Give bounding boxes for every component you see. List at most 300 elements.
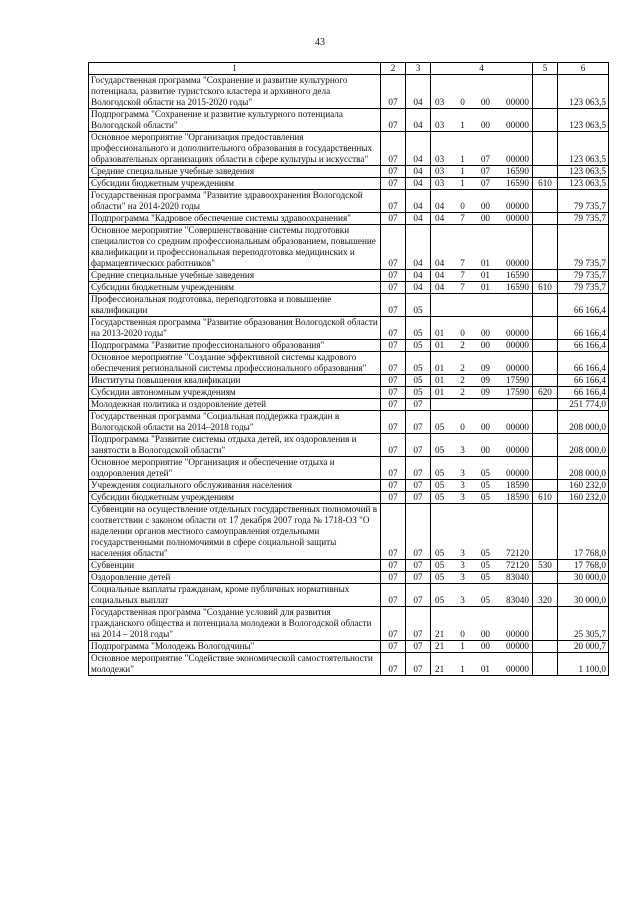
target-code-part: 05 <box>480 595 490 605</box>
target-code-part: 00000 <box>506 422 529 432</box>
row-subsection-code: 07 <box>406 504 431 560</box>
row-amount: 30 000,0 <box>558 584 609 607</box>
row-target-code <box>431 190 533 213</box>
row-section-code: 07 <box>381 109 406 132</box>
target-code-parts <box>431 166 532 177</box>
header-col-3: 3 <box>406 63 431 75</box>
target-code-part: 0 <box>460 201 465 211</box>
row-expense-type <box>533 225 558 270</box>
row-section-code: 07 <box>381 399 406 411</box>
row-target-code <box>431 340 533 352</box>
target-code-part: 00 <box>480 97 490 107</box>
row-target-code <box>431 572 533 584</box>
row-section-code: 07 <box>381 294 406 317</box>
row-section-code: 07 <box>381 190 406 213</box>
row-subsection-code: 07 <box>406 457 431 480</box>
row-target-code <box>431 480 533 492</box>
row-target-code <box>431 504 533 560</box>
row-section-code: 07 <box>381 75 406 109</box>
row-target-code <box>431 375 533 387</box>
target-code-part: 05 <box>435 560 445 570</box>
row-target-code <box>431 178 533 190</box>
target-code-part: 1 <box>460 120 465 130</box>
target-code-part: 05 <box>480 572 490 582</box>
row-section-code: 07 <box>381 132 406 166</box>
row-section-code: 07 <box>381 607 406 641</box>
table-row <box>89 572 609 584</box>
row-subsection-code: 04 <box>406 75 431 109</box>
table-row <box>89 294 609 317</box>
target-code-part: 7 <box>460 282 465 292</box>
row-subsection-code: 04 <box>406 166 431 178</box>
target-code-parts <box>431 363 532 374</box>
row-name: Учреждения социального обслуживания населения <box>89 480 381 492</box>
row-name: Подпрограмма "Молодежь Вологодчины" <box>89 641 381 653</box>
row-section-code: 07 <box>381 317 406 340</box>
row-expense-type <box>533 607 558 641</box>
target-code-part: 05 <box>435 468 445 478</box>
header-col-6: 6 <box>558 63 609 75</box>
row-expense-type: 610 <box>533 282 558 294</box>
target-code-part: 01 <box>435 328 445 338</box>
row-subsection-code: 07 <box>406 560 431 572</box>
table-row <box>89 584 609 607</box>
table-row <box>89 504 609 560</box>
row-expense-type <box>533 375 558 387</box>
target-code-part: 83040 <box>506 595 529 605</box>
target-code-part: 07 <box>480 154 490 164</box>
table-row <box>89 213 609 225</box>
row-subsection-code: 04 <box>406 270 431 282</box>
target-code-part: 09 <box>480 363 490 373</box>
row-amount: 123 063,5 <box>558 178 609 190</box>
row-name: Подпрограмма "Развитие системы отдыха детей, их оздоровления и занятости в Вологодской области" <box>89 434 381 457</box>
row-expense-type <box>533 480 558 492</box>
target-code-part: 3 <box>460 572 465 582</box>
table-row <box>89 434 609 457</box>
row-subsection-code: 07 <box>406 434 431 457</box>
target-code-part: 00000 <box>506 340 529 350</box>
row-expense-type <box>533 294 558 317</box>
target-code-parts <box>431 445 532 456</box>
target-code-parts <box>431 422 532 433</box>
page-number: 43 <box>315 37 325 48</box>
row-expense-type <box>533 641 558 653</box>
row-name: Субсидии бюджетным учреждениям <box>89 492 381 504</box>
target-code-part: 00000 <box>506 201 529 211</box>
target-code-part: 04 <box>435 270 445 280</box>
row-target-code <box>431 294 533 317</box>
target-code-part: 00000 <box>506 120 529 130</box>
row-target-code <box>431 270 533 282</box>
target-code-part: 01 <box>480 258 490 268</box>
row-section-code: 07 <box>381 572 406 584</box>
target-code-parts <box>431 120 532 131</box>
target-code-part: 04 <box>435 282 445 292</box>
row-subsection-code: 07 <box>406 641 431 653</box>
target-code-part: 03 <box>435 97 445 107</box>
target-code-parts <box>431 641 532 652</box>
row-expense-type: 610 <box>533 492 558 504</box>
row-amount: 160 232,0 <box>558 492 609 504</box>
target-code-part: 05 <box>480 560 490 570</box>
target-code-part: 01 <box>480 282 490 292</box>
row-amount: 17 768,0 <box>558 504 609 560</box>
target-code-part: 05 <box>480 548 490 558</box>
row-expense-type <box>533 457 558 480</box>
row-expense-type <box>533 132 558 166</box>
row-section-code: 07 <box>381 560 406 572</box>
row-name: Подпрограмма "Кадровое обеспечение системы здравоохранения" <box>89 213 381 225</box>
row-name: Средние специальные учебные заведения <box>89 166 381 178</box>
target-code-parts <box>431 340 532 351</box>
table-row <box>89 399 609 411</box>
target-code-part: 2 <box>460 363 465 373</box>
target-code-part: 01 <box>435 375 445 385</box>
row-name: Основное мероприятие "Создание эффективной системы кадрового обеспечения региональной системы профессионального образования" <box>89 352 381 375</box>
target-code-part: 7 <box>460 270 465 280</box>
target-code-parts <box>431 213 532 224</box>
target-code-part: 72120 <box>506 560 529 570</box>
target-code-part: 05 <box>435 492 445 502</box>
table-row <box>89 352 609 375</box>
row-target-code <box>431 213 533 225</box>
target-code-part: 3 <box>460 595 465 605</box>
target-code-part: 17590 <box>506 387 529 397</box>
row-target-code <box>431 399 533 411</box>
row-expense-type <box>533 75 558 109</box>
target-code-part: 03 <box>435 120 445 130</box>
target-code-part: 04 <box>435 201 445 211</box>
row-amount: 123 063,5 <box>558 132 609 166</box>
target-code-part: 16590 <box>506 270 529 280</box>
target-code-part: 1 <box>460 641 465 651</box>
row-expense-type <box>533 434 558 457</box>
row-section-code: 07 <box>381 213 406 225</box>
row-name: Основное мероприятие "Совершенствование системы подготовки специалистов со средним профессиональным образованием, повышение квалификации и профессиональная переподготовка медицинских и фармацевтических работников" <box>89 225 381 270</box>
row-section-code: 07 <box>381 504 406 560</box>
row-target-code <box>431 641 533 653</box>
table-row <box>89 411 609 434</box>
target-code-part: 04 <box>435 258 445 268</box>
row-section-code: 07 <box>381 352 406 375</box>
row-subsection-code: 07 <box>406 399 431 411</box>
row-section-code: 07 <box>381 434 406 457</box>
target-code-parts <box>431 375 532 386</box>
target-code-part: 3 <box>460 492 465 502</box>
target-code-part: 0 <box>460 629 465 639</box>
target-code-part: 03 <box>435 154 445 164</box>
row-target-code <box>431 584 533 607</box>
target-code-part: 00 <box>480 201 490 211</box>
row-section-code: 07 <box>381 270 406 282</box>
row-target-code <box>431 282 533 294</box>
target-code-part: 00000 <box>506 664 529 674</box>
row-name: Субвенции <box>89 560 381 572</box>
row-target-code <box>431 317 533 340</box>
row-amount: 123 063,5 <box>558 166 609 178</box>
target-code-part: 21 <box>435 641 445 651</box>
row-subsection-code: 04 <box>406 178 431 190</box>
target-code-part: 0 <box>460 422 465 432</box>
header-col-5: 5 <box>533 63 558 75</box>
row-section-code: 07 <box>381 387 406 399</box>
row-section-code: 07 <box>381 178 406 190</box>
row-amount: 25 305,7 <box>558 607 609 641</box>
row-amount: 79 735,7 <box>558 282 609 294</box>
row-section-code: 07 <box>381 584 406 607</box>
target-code-part: 0 <box>460 328 465 338</box>
row-name: Основное мероприятие "Содействие экономической самостоятельности молодежи" <box>89 653 381 676</box>
target-code-part: 3 <box>460 468 465 478</box>
row-name: Субсидии бюджетным учреждениям <box>89 282 381 294</box>
header-col-2: 2 <box>381 63 406 75</box>
row-subsection-code: 05 <box>406 294 431 317</box>
target-code-part: 03 <box>435 166 445 176</box>
target-code-parts <box>431 178 532 189</box>
target-code-part: 05 <box>435 445 445 455</box>
target-code-part: 2 <box>460 340 465 350</box>
row-section-code: 07 <box>381 166 406 178</box>
target-code-parts <box>431 468 532 479</box>
row-target-code <box>431 653 533 676</box>
target-code-part: 09 <box>480 375 490 385</box>
header-col-4: 4 <box>431 63 533 75</box>
target-code-part: 01 <box>480 664 490 674</box>
row-subsection-code: 07 <box>406 653 431 676</box>
row-name: Оздоровление детей <box>89 572 381 584</box>
target-code-part: 00000 <box>506 641 529 651</box>
target-code-part: 1 <box>460 166 465 176</box>
row-name: Молодежная политика и оздоровление детей <box>89 399 381 411</box>
row-amount: 30 000,0 <box>558 572 609 584</box>
table-header-row <box>89 63 609 75</box>
target-code-parts <box>431 328 532 339</box>
row-subsection-code: 05 <box>406 340 431 352</box>
row-name: Основное мероприятие "Организация предоставления профессионального и дополнительного образования в государственных образовательных организациях области в сфере культуры и искусства" <box>89 132 381 166</box>
target-code-part: 01 <box>435 363 445 373</box>
row-expense-type <box>533 317 558 340</box>
row-amount: 208 000,0 <box>558 411 609 434</box>
target-code-part: 05 <box>435 548 445 558</box>
row-expense-type: 320 <box>533 584 558 607</box>
target-code-part: 21 <box>435 629 445 639</box>
row-expense-type <box>533 213 558 225</box>
row-name: Основное мероприятие "Организация и обеспечение отдыха и оздоровления детей" <box>89 457 381 480</box>
row-subsection-code: 04 <box>406 132 431 166</box>
target-code-part: 05 <box>435 422 445 432</box>
row-name: Субвенции на осуществление отдельных государственных полномочий в соответствии с законом области от 17 декабря 2007 года № 1718-ОЗ "О наделении органов местного самоуправления отдельными государственными полномочиями в сфере социальной защиты населения области" <box>89 504 381 560</box>
table-row <box>89 641 609 653</box>
row-amount: 123 063,5 <box>558 109 609 132</box>
row-amount: 208 000,0 <box>558 457 609 480</box>
row-name: Государственная программа "Развитие образования Вологодской области на 2013-2020 годы" <box>89 317 381 340</box>
header-col-1: 1 <box>89 63 381 75</box>
target-code-part: 2 <box>460 375 465 385</box>
row-subsection-code: 05 <box>406 375 431 387</box>
row-amount: 66 166,4 <box>558 375 609 387</box>
target-code-part: 00000 <box>506 97 529 107</box>
table-row <box>89 166 609 178</box>
row-amount: 20 000,7 <box>558 641 609 653</box>
row-subsection-code: 05 <box>406 317 431 340</box>
target-code-part: 05 <box>435 595 445 605</box>
row-section-code: 07 <box>381 375 406 387</box>
target-code-part: 16590 <box>506 282 529 292</box>
table-row <box>89 270 609 282</box>
row-section-code: 07 <box>381 480 406 492</box>
row-amount: 208 000,0 <box>558 434 609 457</box>
target-code-part: 05 <box>480 480 490 490</box>
budget-table <box>88 62 609 676</box>
target-code-part: 1 <box>460 664 465 674</box>
target-code-part: 00000 <box>506 328 529 338</box>
row-expense-type <box>533 166 558 178</box>
table-row <box>89 317 609 340</box>
table-row <box>89 387 609 399</box>
row-subsection-code: 07 <box>406 584 431 607</box>
row-target-code <box>431 560 533 572</box>
row-subsection-code: 05 <box>406 387 431 399</box>
target-code-parts <box>431 258 532 269</box>
target-code-part: 05 <box>435 480 445 490</box>
row-target-code <box>431 75 533 109</box>
row-target-code <box>431 607 533 641</box>
target-code-part: 07 <box>480 178 490 188</box>
target-code-parts <box>431 201 532 212</box>
row-target-code <box>431 132 533 166</box>
target-code-parts <box>431 492 532 503</box>
row-name: Средние специальные учебные заведения <box>89 270 381 282</box>
row-name: Институты повышения квалификации <box>89 375 381 387</box>
target-code-part: 3 <box>460 445 465 455</box>
row-amount: 79 735,7 <box>558 225 609 270</box>
target-code-part: 00000 <box>506 468 529 478</box>
target-code-part: 03 <box>435 178 445 188</box>
target-code-part: 09 <box>480 387 490 397</box>
target-code-part: 00000 <box>506 363 529 373</box>
target-code-part: 7 <box>460 258 465 268</box>
target-code-part: 00000 <box>506 258 529 268</box>
row-expense-type <box>533 190 558 213</box>
row-name: Субсидии автономным учреждениям <box>89 387 381 399</box>
row-expense-type: 620 <box>533 387 558 399</box>
target-code-part: 2 <box>460 387 465 397</box>
row-name: Субсидии бюджетным учреждениям <box>89 178 381 190</box>
row-expense-type: 530 <box>533 560 558 572</box>
target-code-part: 18590 <box>506 480 529 490</box>
row-section-code: 07 <box>381 457 406 480</box>
target-code-part: 83040 <box>506 572 529 582</box>
target-code-part: 07 <box>480 166 490 176</box>
target-code-part: 21 <box>435 664 445 674</box>
row-expense-type <box>533 340 558 352</box>
target-code-parts <box>431 97 532 108</box>
row-expense-type: 610 <box>533 178 558 190</box>
table-row <box>89 340 609 352</box>
row-expense-type <box>533 504 558 560</box>
table-row <box>89 178 609 190</box>
table-row <box>89 132 609 166</box>
row-name: Государственная программа "Развитие здравоохранения Вологодской области" на 2014-2020 годы <box>89 190 381 213</box>
table-row <box>89 480 609 492</box>
row-amount: 17 768,0 <box>558 560 609 572</box>
row-amount: 123 063,5 <box>558 75 609 109</box>
target-code-part: 00 <box>480 328 490 338</box>
target-code-part: 00000 <box>506 213 529 223</box>
row-name: Подпрограмма "Развитие профессионального образования" <box>89 340 381 352</box>
row-amount: 66 166,4 <box>558 317 609 340</box>
row-expense-type <box>533 352 558 375</box>
row-subsection-code: 05 <box>406 352 431 375</box>
row-amount: 79 735,7 <box>558 190 609 213</box>
target-code-part: 16590 <box>506 166 529 176</box>
target-code-part: 01 <box>435 387 445 397</box>
row-amount: 79 735,7 <box>558 213 609 225</box>
target-code-parts <box>431 595 532 606</box>
target-code-part: 16590 <box>506 178 529 188</box>
target-code-part: 3 <box>460 548 465 558</box>
target-code-parts <box>431 154 532 165</box>
row-name: Социальные выплаты гражданам, кроме публичных нормативных социальных выплат <box>89 584 381 607</box>
target-code-parts <box>431 282 532 293</box>
target-code-parts <box>431 480 532 491</box>
row-expense-type <box>533 653 558 676</box>
table-row <box>89 190 609 213</box>
row-section-code: 07 <box>381 641 406 653</box>
row-section-code: 07 <box>381 282 406 294</box>
row-subsection-code: 07 <box>406 607 431 641</box>
row-target-code <box>431 434 533 457</box>
row-subsection-code: 07 <box>406 492 431 504</box>
row-amount: 66 166,4 <box>558 294 609 317</box>
target-code-part: 00000 <box>506 445 529 455</box>
row-name: Подпрограмма "Сохранение и развитие культурного потенциала Вологодской области" <box>89 109 381 132</box>
row-expense-type <box>533 109 558 132</box>
target-code-parts <box>431 629 532 640</box>
row-subsection-code: 07 <box>406 411 431 434</box>
row-target-code <box>431 225 533 270</box>
row-target-code <box>431 457 533 480</box>
row-target-code <box>431 352 533 375</box>
row-section-code: 07 <box>381 411 406 434</box>
target-code-part: 00 <box>480 213 490 223</box>
row-subsection-code: 04 <box>406 225 431 270</box>
row-amount: 66 166,4 <box>558 352 609 375</box>
target-code-part: 05 <box>480 468 490 478</box>
target-code-part: 00 <box>480 422 490 432</box>
row-subsection-code: 04 <box>406 213 431 225</box>
row-target-code <box>431 387 533 399</box>
row-target-code <box>431 492 533 504</box>
target-code-part: 18590 <box>506 492 529 502</box>
target-code-part: 1 <box>460 178 465 188</box>
row-subsection-code: 04 <box>406 190 431 213</box>
target-code-part: 05 <box>480 492 490 502</box>
target-code-parts <box>431 270 532 281</box>
target-code-parts <box>431 548 532 559</box>
target-code-part: 00 <box>480 120 490 130</box>
table-row <box>89 492 609 504</box>
target-code-part: 3 <box>460 560 465 570</box>
row-amount: 66 166,4 <box>558 340 609 352</box>
target-code-part: 01 <box>435 340 445 350</box>
target-code-part: 01 <box>480 270 490 280</box>
row-name: Государственная программа "Создание условий для развития гражданского общества и потенциала молодежи в Вологодской области на 2014 – 2018 годы" <box>89 607 381 641</box>
row-name: Профессиональная подготовка, переподготовка и повышение квалификации <box>89 294 381 317</box>
row-section-code: 07 <box>381 225 406 270</box>
table-row <box>89 109 609 132</box>
